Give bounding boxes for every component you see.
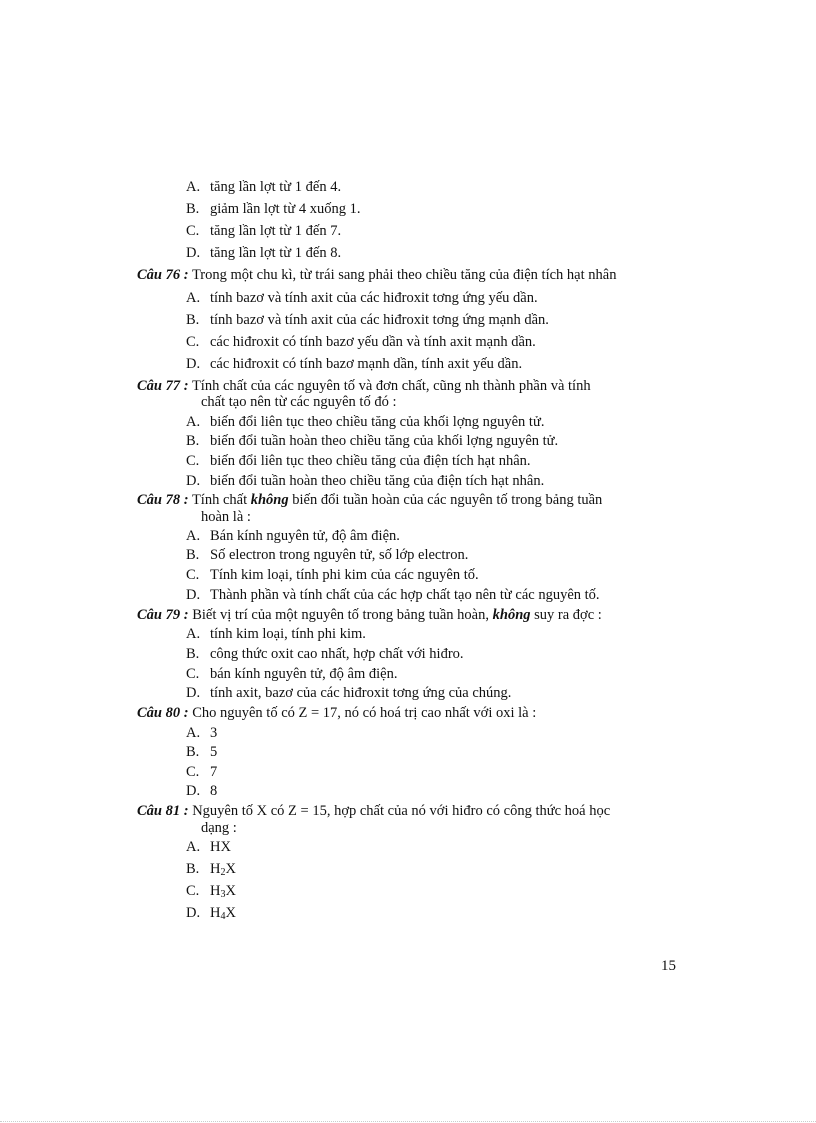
option-text: biến đổi liên tục theo chiều tăng của khối lợng nguyên tử. bbox=[210, 414, 545, 430]
question-text: Cho nguyên tố có Z = 17, nó có hoá trị cao nhất với oxi là : bbox=[188, 705, 537, 721]
option-text: tăng lần lợt từ 1 đến 8. bbox=[210, 245, 342, 261]
option-letter: C. bbox=[186, 764, 200, 780]
q77-option-b bbox=[186, 432, 558, 450]
q75-option-c bbox=[186, 222, 341, 240]
option-letter: D. bbox=[186, 245, 201, 261]
q76-option-b bbox=[186, 311, 549, 329]
formula-rest: X bbox=[225, 905, 236, 921]
q75-option-b bbox=[186, 200, 360, 218]
option-text: các hiđroxit có tính bazơ yếu dần và tính axit mạnh dần. bbox=[210, 334, 536, 350]
option-letter: C. bbox=[186, 453, 200, 469]
option-letter: A. bbox=[186, 290, 201, 306]
formula-main: HX bbox=[210, 839, 231, 855]
q76-option-a bbox=[186, 289, 538, 307]
q81-stem-continued: dạng : bbox=[201, 820, 237, 836]
emphasis-word: không bbox=[250, 492, 289, 508]
emphasis-word: không bbox=[492, 607, 531, 623]
q76-stem bbox=[137, 266, 616, 284]
q78-option-d bbox=[186, 586, 600, 604]
option-text: tăng lần lợt từ 1 đến 7. bbox=[210, 223, 342, 239]
q77-option-c bbox=[186, 452, 531, 470]
q81-option-b bbox=[186, 860, 236, 882]
question-label: Câu 76 : bbox=[137, 267, 189, 283]
question-text-after: suy ra đợc : bbox=[530, 607, 602, 623]
option-text: biến đổi tuần hoàn theo chiều tăng của điện tích hạt nhân. bbox=[210, 473, 545, 489]
question-text-before: Biết vị trí của một nguyên tố trong bảng tuần hoàn, bbox=[188, 607, 493, 623]
q79-option-c bbox=[186, 665, 397, 683]
formula-rest: X bbox=[225, 861, 236, 877]
option-text: biến đổi liên tục theo chiều tăng của điện tích hạt nhân. bbox=[210, 453, 531, 469]
option-letter: A. bbox=[186, 179, 201, 195]
q76-option-d bbox=[186, 355, 522, 373]
option-letter: B. bbox=[186, 201, 200, 217]
q77-option-d bbox=[186, 472, 544, 490]
q78-option-a bbox=[186, 527, 400, 545]
option-text: bán kính nguyên tử, độ âm điện. bbox=[210, 666, 398, 682]
question-text-after: biến đổi tuần hoàn của các nguyên tố trong bảng tuần bbox=[288, 492, 603, 508]
option-text: tính kim loại, tính phi kim. bbox=[210, 626, 366, 642]
question-label: Câu 77 : bbox=[137, 378, 189, 394]
formula-main: H bbox=[210, 905, 221, 921]
q76-option-c bbox=[186, 333, 536, 351]
option-text: Tính kim loại, tính phi kim của các nguyên tố. bbox=[210, 567, 479, 583]
question-label: Câu 78 : bbox=[137, 492, 189, 508]
option-text: Bán kính nguyên tử, độ âm điện. bbox=[210, 528, 400, 544]
option-text: 7 bbox=[210, 764, 218, 780]
option-text: tính bazơ và tính axit của các hiđroxit tơng ứng mạnh dần. bbox=[210, 312, 549, 328]
option-text: 5 bbox=[210, 744, 218, 760]
option-letter: C. bbox=[186, 567, 200, 583]
option-text: tính bazơ và tính axit của các hiđroxit tơng ứng yếu dần. bbox=[210, 290, 538, 306]
q75-option-a bbox=[186, 178, 341, 196]
option-text: 3 bbox=[210, 725, 218, 741]
q80-option-b bbox=[186, 743, 217, 761]
question-text-before: Tính chất bbox=[188, 492, 251, 508]
option-letter: C. bbox=[186, 883, 200, 899]
formula-subscript: 2 bbox=[220, 867, 226, 878]
option-letter: D. bbox=[186, 905, 201, 921]
option-text: biến đổi tuần hoàn theo chiều tăng của khối lợng nguyên tử. bbox=[210, 433, 559, 449]
option-letter: C. bbox=[186, 223, 200, 239]
option-letter: B. bbox=[186, 861, 200, 877]
option-letter: D. bbox=[186, 783, 201, 799]
q78-option-b bbox=[186, 546, 468, 564]
option-text: giảm lần lợt từ 4 xuống 1. bbox=[210, 201, 361, 217]
q78-stem bbox=[137, 491, 602, 509]
option-letter: A. bbox=[186, 839, 201, 855]
q79-stem bbox=[137, 606, 602, 624]
formula-rest: X bbox=[225, 883, 236, 899]
question-label: Câu 81 : bbox=[137, 803, 189, 819]
q81-option-d bbox=[186, 904, 236, 926]
option-text: 8 bbox=[210, 783, 218, 799]
option-letter: B. bbox=[186, 312, 200, 328]
question-text: Trong một chu kì, từ trái sang phải theo chiều tăng của điện tích hạt nhân bbox=[188, 267, 617, 283]
question-text: Nguyên tố X có Z = 15, hợp chất của nó với hiđro có công thức hoá học bbox=[188, 803, 611, 819]
formula-subscript: 3 bbox=[220, 889, 226, 900]
q80-option-a bbox=[186, 724, 217, 742]
option-letter: B. bbox=[186, 433, 200, 449]
option-text: tính axit, bazơ của các hiđroxit tơng ứng của chúng. bbox=[210, 685, 512, 701]
question-text: Tính chất của các nguyên tố và đơn chất, cũng nh thành phần và tính bbox=[188, 378, 591, 394]
option-letter: D. bbox=[186, 685, 201, 701]
q80-stem bbox=[137, 704, 536, 722]
option-letter: D. bbox=[186, 356, 201, 372]
q81-stem bbox=[137, 802, 610, 820]
q81-option-a bbox=[186, 838, 231, 860]
q79-option-a bbox=[186, 625, 366, 643]
option-text: tăng lần lợt từ 1 đến 4. bbox=[210, 179, 342, 195]
q80-option-d bbox=[186, 782, 217, 800]
q79-option-d bbox=[186, 684, 511, 702]
question-label: Câu 80 : bbox=[137, 705, 189, 721]
question-label: Câu 79 : bbox=[137, 607, 189, 623]
q77-option-a bbox=[186, 413, 544, 431]
q77-stem-continued: chất tạo nên từ các nguyên tố đó : bbox=[201, 394, 397, 410]
option-letter: A. bbox=[186, 528, 201, 544]
option-text: Thành phần và tính chất của các hợp chất tạo nên từ các nguyên tố. bbox=[210, 587, 600, 603]
page-number: 15 bbox=[661, 958, 676, 974]
q81-option-c bbox=[186, 882, 236, 904]
formula-main: H bbox=[210, 861, 221, 877]
q80-option-c bbox=[186, 763, 217, 781]
option-letter: D. bbox=[186, 473, 201, 489]
option-letter: A. bbox=[186, 626, 201, 642]
option-letter: C. bbox=[186, 666, 200, 682]
q78-option-c bbox=[186, 566, 479, 584]
option-text: các hiđroxit có tính bazơ mạnh dần, tính axit yếu dần. bbox=[210, 356, 523, 372]
option-letter: B. bbox=[186, 547, 200, 563]
option-letter: A. bbox=[186, 725, 201, 741]
formula-subscript: 4 bbox=[220, 911, 226, 922]
option-text: công thức oxit cao nhất, hợp chất với hiđro. bbox=[210, 646, 464, 662]
formula-main: H bbox=[210, 883, 221, 899]
option-letter: B. bbox=[186, 744, 200, 760]
option-letter: B. bbox=[186, 646, 200, 662]
option-letter: D. bbox=[186, 587, 201, 603]
q78-stem-continued: hoàn là : bbox=[201, 509, 251, 525]
option-text: Số electron trong nguyên tử, số lớp electron. bbox=[210, 547, 469, 563]
q79-option-b bbox=[186, 645, 464, 663]
option-letter: A. bbox=[186, 414, 201, 430]
q75-option-d bbox=[186, 244, 341, 262]
option-letter: C. bbox=[186, 334, 200, 350]
